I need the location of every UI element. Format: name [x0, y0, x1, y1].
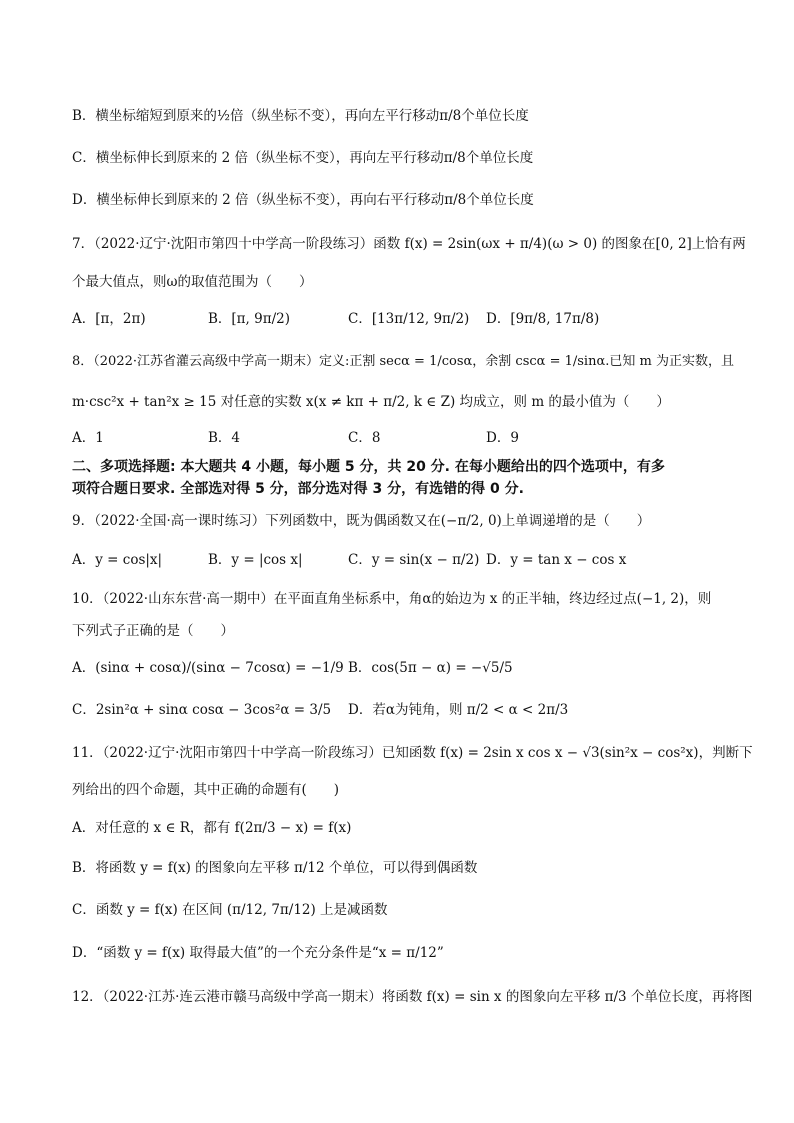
q11-stem-line2: 列给出的四个命题，其中正确的命题有( )	[72, 782, 340, 798]
q6-option-c: C．横坐标伸长到原来的 2 倍（纵坐标不变），再向左平行移动π/8个单位长度	[72, 150, 534, 166]
q9-option-c: C．y = sin(x − π/2)	[348, 552, 480, 568]
q8-stem-line1: 8．（2022·江苏省灌云高级中学高一期末）定义:正割 secα = 1/cosα，余割 cscα = 1/sinα.已知 m 为正实数，且	[72, 354, 734, 369]
q7-option-a: A．[π，2π)	[72, 311, 146, 327]
q10-option-d: D．若α为钝角，则 π/2 < α < 2π/3	[348, 702, 569, 718]
q9-stem: 9．（2022·全国·高一课时练习）下列函数中，既为偶函数又在(−π/2, 0)上单调递增的是（ ）	[72, 513, 651, 529]
q9-option-b: B．y = |cos x|	[208, 552, 303, 568]
q7-option-b: B．[π, 9π/2)	[208, 311, 291, 327]
q11-option-b: B．将函数 y = f(x) 的图象向左平移 π/12 个单位，可以得到偶函数	[72, 860, 478, 876]
q10-stem-line1: 10．（2022·山东东营·高一期中）在平面直角坐标系中，角α的始边为 x 的正半轴，终边经过点(−1, 2)，则	[72, 591, 712, 607]
q11-option-d: D．“函数 y = f(x) 取得最大值”的一个充分条件是“x = π/12”	[72, 945, 444, 961]
q7-stem-line1: 7．（2022·辽宁·沈阳市第四十中学高一阶段练习）函数 f(x) = 2sin(ωx + π/4)(ω > 0) 的图象在[0, 2]上恰有两	[72, 236, 746, 252]
q11-option-a: A．对任意的 x ∈ R，都有 f(2π/3 − x) = f(x)	[72, 820, 352, 836]
q10-option-a: A．(sinα + cosα)/(sinα − 7cosα) = −1/9	[72, 660, 344, 676]
q7-option-d: D．[9π/8, 17π/8)	[486, 311, 600, 327]
q10-stem-line2: 下列式子正确的是（ ）	[72, 623, 234, 639]
q7-option-c: C．[13π/12, 9π/2)	[348, 311, 470, 327]
q8-option-a: A．1	[72, 430, 104, 446]
q8-option-d: D．9	[486, 430, 519, 446]
q6-option-d: D．横坐标伸长到原来的 2 倍（纵坐标不变），再向右平行移动π/8个单位长度	[72, 192, 534, 208]
section-2-heading-line2: 项符合题日要求. 全部选对得 5 分，部分选对得 3 分，有选错的得 0 分.	[72, 481, 524, 497]
q8-stem-line2: m·csc²x + tan²x ≥ 15 对任意的实数 x(x ≠ kπ + π/2, k ∈ Z) 均成立，则 m 的最小值为（ ）	[72, 394, 670, 410]
q6-option-b: B．横坐标缩短到原来的½倍（纵坐标不变），再向左平行移动π/8个单位长度	[72, 108, 529, 124]
q9-option-a: A．y = cos|x|	[72, 552, 163, 568]
q11-option-c: C．函数 y = f(x) 在区间 (π/12, 7π/12) 上是减函数	[72, 902, 388, 918]
q8-option-b: B．4	[208, 430, 241, 446]
q10-option-b: B．cos(5π − α) = −√5/5	[348, 660, 513, 676]
q9-option-d: D．y = tan x − cos x	[486, 552, 627, 568]
q10-option-c: C．2sin²α + sinα cosα − 3cos²α = 3/5	[72, 702, 332, 718]
section-2-heading-line1: 二、多项选择题: 本大题共 4 小题，每小题 5 分，共 20 分. 在每小题给出的四个选项中，有多	[72, 459, 665, 475]
q11-stem-line1: 11．（2022·辽宁·沈阳市第四十中学高一阶段练习）已知函数 f(x) = 2sin x cos x − √3(sin²x − cos²x)，判断下	[72, 745, 753, 761]
q12-stem-line1: 12．（2022·江苏·连云港市赣马高级中学高一期末）将函数 f(x) = sin x 的图象向左平移 π/3 个单位长度，再将图	[72, 989, 753, 1005]
q7-stem-line2: 个最大值点，则ω的取值范围为（ ）	[72, 274, 313, 290]
q8-option-c: C．8	[348, 430, 381, 446]
